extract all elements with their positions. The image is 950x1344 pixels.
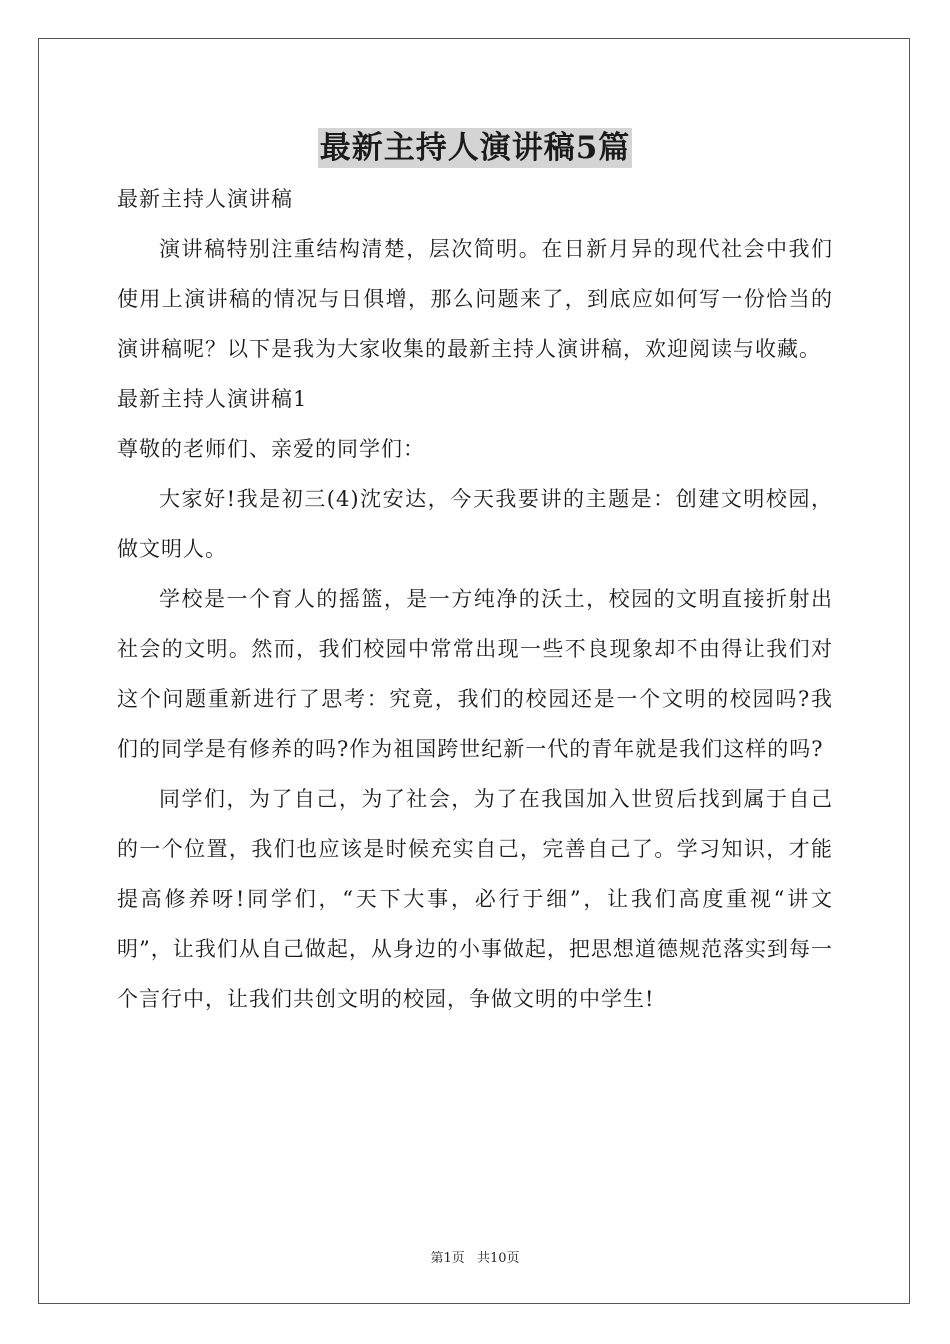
page-footer [0,1247,950,1266]
page-number: 第1页 [430,1251,465,1266]
title-container [0,128,950,168]
paragraph-section-heading: 最新主持人演讲稿1 [117,387,308,411]
document-title: 最新主持人演讲稿5篇 [319,130,631,166]
paragraph-salutation: 尊敬的老师们、亲爱的同学们： [117,437,425,461]
document-body [117,174,833,1024]
paragraph-greeting: 大家好!我是初三(4)沈安达，今天我要讲的主题是：创建文明校园，做文明人。 [117,487,833,561]
paragraph-heading: 最新主持人演讲稿 [117,187,293,211]
paragraph-intro: 演讲稿特别注重结构清楚，层次简明。在日新月异的现代社会中我们使用上演讲稿的情况与日俱增，那么问题来了，到底应如何写一份恰当的演讲稿呢？以下是我为大家收集的最新主持人演讲稿，欢迎阅读与收藏。 [117,237,833,361]
paragraph-body: 同学们，为了自己，为了社会，为了在我国加入世贸后找到属于自己的一个位置，我们也应该是时候充实自己，完善自己了。学习知识，才能提高修养呀!同学们，“天下大事，必行于细”，让我们高度重视“讲文明”，让我们从自己做起，从身边的小事做起，把思想道德规范落实到每一个言行中，让我们共创文明的校园，争做文明的中学生! [117,787,833,1011]
page-total: 共10页 [476,1251,520,1266]
paragraph-body: 学校是一个育人的摇篮，是一方纯净的沃土，校园的文明直接折射出社会的文明。然而，我们校园中常常出现一些不良现象却不由得让我们对这个问题重新进行了思考：究竟，我们的校园还是一个文明的校园吗?我们的同学是有修养的吗?作为祖国跨世纪新一代的青年就是我们这样的吗? [117,587,833,761]
